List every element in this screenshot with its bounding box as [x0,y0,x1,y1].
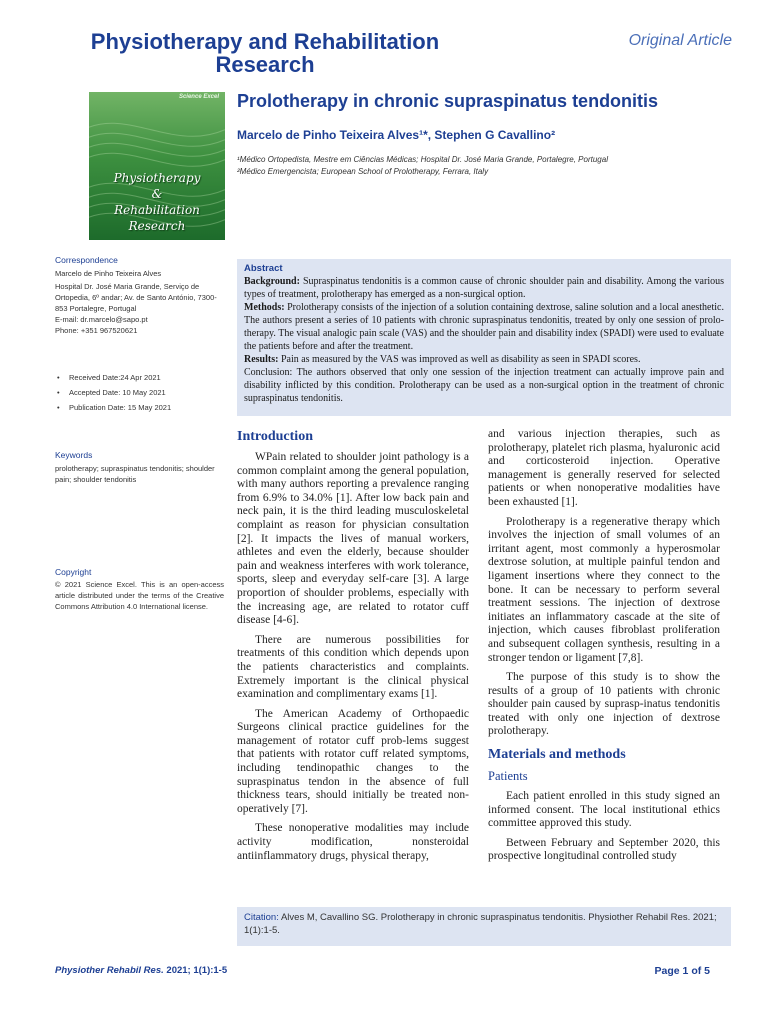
journal-title-line2: Research [215,52,315,77]
cover-title-line4: Research [128,219,186,233]
correspondence-email[interactable]: E-mail: dr.marcelo@sapo.pt [55,315,148,324]
keywords-heading: Keywords [55,450,93,460]
abstract-methods-text: Prolotherapy consists of the injection of a solution containing dextrose, saline solution and a local anesthetic. The authors present a series of 10 patients with chronic supraspinatus tendonitis, treated by only one session of prolo-therapy. The visual analogic pain scale (VAS) and the shoulder pain and disability index (SPADI) were used to evaluate the patients before and after the treatment. [244,302,724,352]
article-title: Prolotherapy in chronic supraspinatus tendonitis [237,91,659,111]
abstract-background-text: Supraspinatus tendonitis is a common cause of chronic shoulder pain and disability. Among the various types of treatment, prolotherapy has emerged as a non-surgical option. [244,276,724,300]
copyright-text: © 2021 Science Excel. This is an open-access article distributed under the terms of the Creative Commons Attribution 4.0 International license. [55,580,224,611]
abstract-methods-label: Methods: [244,302,285,313]
citation-text: Alves M, Cavallino SG. Prolotherapy in chronic supraspinatus tendonitis. Physiother Rehabil Res. 2021; 1(1):1-5. [244,912,717,936]
abstract-results-label: Results: [244,354,279,365]
citation-box [237,907,731,946]
body-column-right [488,428,720,870]
abstract-background-label: Background: [244,276,300,287]
correspondence-phone: Phone: +351 967520621 [55,326,138,335]
abstract-heading: Abstract [244,263,283,274]
body-column-left [237,428,469,869]
authors: Marcelo de Pinho Teixeira Alves¹*, Stephen G Cavallino² [237,128,556,142]
citation-label: Citation: [244,912,279,923]
abstract-background [244,275,724,301]
journal-title-line1: Physiotherapy and Rehabilitation [90,29,440,54]
intro-paragraph-3: The American Academy of Orthopaedic Surgeons clinical practice guidelines for the management of rotator cuff prob-lems suggest that patients with rotator cuff related symptoms, including tendinopathic changes to the supraspinatus tendon in the absence of full thickness tears, should initially be treated non-operatively [7]. [237,707,469,815]
journal-title [0,30,530,76]
page-number: Page 1 of 5 [654,965,710,977]
intro-paragraph-2: There are numerous possibilities for treatments of this condition which depends upon the patients characteristics and complaints. Extremely important is the clinical physical examination and complimentary exams [1]. [237,633,469,701]
footer-volume: 2021; 1(1):1-5 [163,965,228,976]
abstract-results-text: Pain as measured by the VAS was improved as well as disability as seen in SPADI scores. [278,354,641,365]
footer-journal-reference [55,965,227,976]
cover-title-line1: Physiotherapy [113,171,201,185]
footer-journal-abbrev: Physiother Rehabil Res. [55,965,164,976]
received-date: • Received Date:24 Apr 2021 [57,370,171,385]
affiliation-1: ¹Médico Ortopedista, Mestre em Ciências Médicas; Hospital Dr. José Maria Grande, Portalegre, Portugal [237,155,608,164]
cover-title-line2: & [151,187,163,201]
methods-heading: Materials and methods [488,747,626,763]
correspondence-address: Hospital Dr. José Maria Grande, Serviço de Ortopedia, 6º andar; Av. de Santo António, 7300-853 Portalegre, Portugal [55,282,217,313]
introduction-heading: Introduction [237,429,313,444]
cover-title-line3: Rehabilitation [114,203,200,217]
abstract-results [244,353,724,366]
correspondence-name: Marcelo de Pinho Teixeira Alves [55,269,162,278]
correspondence-block [55,268,225,336]
correspondence-heading: Correspondence [55,255,118,265]
article-dates [57,370,171,415]
patients-paragraph-2: Between February and September 2020, this prospective longitudinal controlled study [488,836,720,863]
publication-date: • Publication Date: 15 May 2021 [57,400,171,415]
cover-title [89,170,225,234]
keywords-text: prolotherapy; supraspinatus tendonitis; shoulder pain; shoulder tendonitis [55,464,215,484]
abstract-box [237,259,731,416]
right-paragraph-3: The purpose of this study is to show the results of a group of 10 patients with chronic shoulder pain caused by suprasp-inatus tendonitis treated with only one injection of dextrose prolotherapy. [488,671,720,738]
right-paragraph-2: Prolotherapy is a regenerative therapy which involves the injection of small volumes of an irritant agent, most commonly a hyperosmolar dextrose solution, at multiple painful tendon and ligament insertions where they connect to the bone. It can be necessary to perform several treatment sessions. The injection of dextrose initiates an inflammatory cascade at the site of injection, which causes fibroblast proliferation and subsequent collagen synthesis, resulting in a stronger tendon or ligament [7,8]. [488,515,720,664]
patients-paragraph-1: Each patient enrolled in this study signed an informed consent. The local institutional ethics committee approved this study. [488,790,720,830]
abstract-methods [244,301,724,353]
journal-cover-image [89,92,225,240]
intro-paragraph-1: WPain related to shoulder joint pathology is a common complaint among the general population, with many authors reporting a prevalence ranging from 6.9% to 34.0% [1]. After low back pain and neck pain, it is the third leading musculoskeletal complaint as reason for physician consultation [2]. It impacts the lives of manual workers, athletes and even the elderly, because shoulder pain and weakness interferes with work tolerance, sports, sleep and everyday self-care [3]. A large proportion of shoulder problems, especially with the increasing age, are related to rotator cuff disease [4-6]. [237,451,469,627]
affiliation-2: ²Médico Emergencista; European School of Prolotherapy, Ferrara, Italy [237,167,489,176]
abstract-conclusion: Conclusion: The authors observed that only one session of the injection treatment can actually improve pain and disability inflicted by this condition. Prolotherapy can be used as a non-surgical option in the treatment of chronic supraspinatus tendonitis. [244,367,724,404]
cover-brand: Science Excel [178,94,219,100]
copyright-heading: Copyright [55,567,92,577]
accepted-date: • Accepted Date: 10 May 2021 [57,385,171,400]
patients-heading: Patients [488,769,528,784]
right-paragraph-1: and various injection therapies, such as prolotherapy, platelet rich plasma, hyaluronic acid and corticosteroid injection. Operative management is generally reserved for selected patients or when nonoperative modalities have been exhausted [1]. [488,428,720,508]
intro-paragraph-4: These nonoperative modalities may include activity modification, nonsteroidal antiinflammatory drugs, physical therapy, [237,822,469,862]
article-type-label: Original Article [628,32,732,49]
